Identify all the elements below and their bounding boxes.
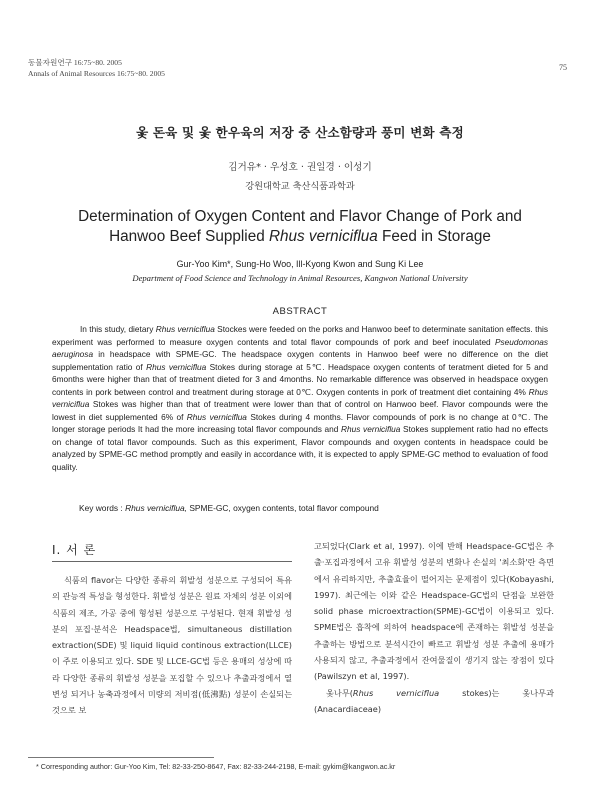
footnote-corresponding-author: * Corresponding author: Gur-Yoo Kim, Tel: 82-33-250-8647, Fax: 82-33-244-2198, E-mail: gykim@kangwon.ac.kr — [36, 762, 396, 771]
section-divider — [52, 561, 292, 562]
abstract-italic: Rhus verniciflua — [155, 324, 215, 334]
section-heading-introduction: Ⅰ. 서 론 — [52, 543, 97, 557]
abstract-text: Stockes were feeded on the porks and Hanwoo beef to determinate sanitation effects. this experiment was performed to measure oxygen contents and total flavor compounds of pork and beef inoculated — [52, 324, 549, 347]
title-line2-prefix: Hanwoo Beef Supplied — [109, 228, 269, 245]
abstract-italic: Rhus verniciflua — [341, 424, 401, 435]
intro-paragraph: 고되었다(Clark et al, 1997). 이에 반해 Headspace-GC법은 추출·포집과정에서 고유 휘발성 성분의 변화나 손실의 '최소화'란 측면에서 유리하지만, 추출효율이 떨어지는 문제점이 있다(Kobayashi, 1997). 최근에는 이와 같은 Headspace-GC법의 단점을 보완한 solid phase microextraction(SPME)-GC법이 이용되고 있다. SPME법은 흡착에 의하여 headspace에 존재하는 휘발성 성분을 추출하는 방법으로 분석시간이 빠르고 휘발성 성분 추출에 용매가 사용되지 않고, 추출과정에서 잔여물질이 생기지 않는 장점이 있다(Pawilszyn et al, 1997). — [314, 541, 554, 682]
title-species-name: Rhus verniciflua — [268, 228, 378, 245]
abstract-text: In this study, dietary — [80, 324, 156, 334]
intro-paragraph-end: stokes)는 옻나무과(Anacardiaceae) — [314, 687, 554, 714]
page-number: 75 — [559, 63, 567, 72]
authors-korean: 김거유* · 우성호 · 권일경 · 이성기 — [228, 162, 372, 173]
title-english — [0, 207, 600, 247]
intro-species-italic: Rhus verniciflua — [352, 687, 440, 698]
abstract-text: Stokes during 4 months. Flavor compounds of pork is no change at 0℃. The longer storage periods It had the more increasing total flavor compounds and — [52, 411, 549, 435]
journal-header — [28, 57, 165, 79]
abstract-italic: Pseudomonas aeruginosa — [52, 336, 548, 360]
abstract-italic: Rhus verniciflua — [186, 411, 247, 422]
footnote-divider — [28, 757, 214, 758]
abstract-italic: Rhus verniciflua — [146, 361, 207, 372]
keywords — [79, 503, 379, 513]
abstract-text: Stokes was higher than that of treatment were lower than that of control on Hanwoo beef. Flavor compounds were the lowest in diet supplemented 6% of — [52, 399, 548, 422]
abstract-italic: Rhus verniciflua — [52, 386, 548, 410]
intro-left-column: 식품의 flavor는 다양한 종류의 휘발성 성분으로 구성되어 특유의 관능적 특성을 형성한다. 휘발성 성분은 원료 자체의 성분 이외에 식품의 제조, 가공 중에 형성된 성분으로 구성된다. 현재 휘발성 성분의 포집·분석은 Headspace법, simultaneous distillation extraction(SDE) 및 liquid liquid continous extraction(LLCE)이 주로 이용되고 있다. SDE 및 LLCE-GC법 등은 용매의 성상에 따라 다양한 종류의 휘발성 성분을 포집할 수 있으나 추출과정에서 열변성 되거나 농축과정에서 미량의 저비점(低沸點) 성분이 손실되는 것으로 보 — [52, 575, 292, 716]
journal-header-ko: 동물자원연구 16:75~80. 2005 — [28, 58, 122, 67]
authors-english: Gur-Yoo Kim*, Sung-Ho Woo, Ill-Kyong Kwon and Sung Ki Lee — [176, 259, 424, 269]
intro-right-column — [314, 538, 554, 717]
abstract-body — [52, 323, 548, 474]
abstract-text: Stokes supplement ratio had no effects on change of total flavor compounds. Such as this experiment, Flavor compounds and oxygen contents in headspace could be analyzed by SPME-GC method promptly and easily in accordance with, it is expected to apply SPME-GC method to evaluation of food quality. — [52, 424, 549, 473]
keywords-italic: Rhus verniciflua, — [125, 503, 188, 513]
abstract-heading: ABSTRACT — [272, 306, 328, 317]
keywords-label: Key words : — [79, 503, 126, 513]
title-korean: 옻 돈육 및 옻 한우육의 저장 중 산소함량과 풍미 변화 측정 — [136, 125, 464, 140]
intro-paragraph-start: 옻나무( — [326, 687, 353, 698]
keywords-list: SPME-GC, oxygen contents, total flavor compound — [187, 503, 379, 513]
title-english-line2 — [0, 227, 600, 247]
title-line2-suffix: Feed in Storage — [377, 228, 491, 245]
title-english-line1: Determination of Oxygen Content and Flavor Change of Pork and — [78, 208, 522, 225]
journal-header-en: Annals of Animal Resources 16:75~80. 2005 — [28, 69, 165, 78]
abstract-text: in headspace with SPME-GC. The headspace oxygen contents in Hanwoo beef were no difference on the diet supplementation ratio of — [52, 349, 548, 372]
affiliation-korean: 강원대학교 축산식품과학과 — [245, 181, 355, 192]
affiliation-english: Department of Food Science and Technology in Animal Resources, Kangwon National University — [132, 273, 468, 283]
abstract-text: Stokes during storage at 5℃. Headspace oxygen contents of teratment dieted for 5 and 6months were higher than that of treatment dieted for 3 and 4months. No remarkable difference was observed in headspace oxygen contents in pork between control and treatment during storage at 0℃. Oxygen contents in pork of treatment diet containing 4% — [52, 361, 548, 397]
